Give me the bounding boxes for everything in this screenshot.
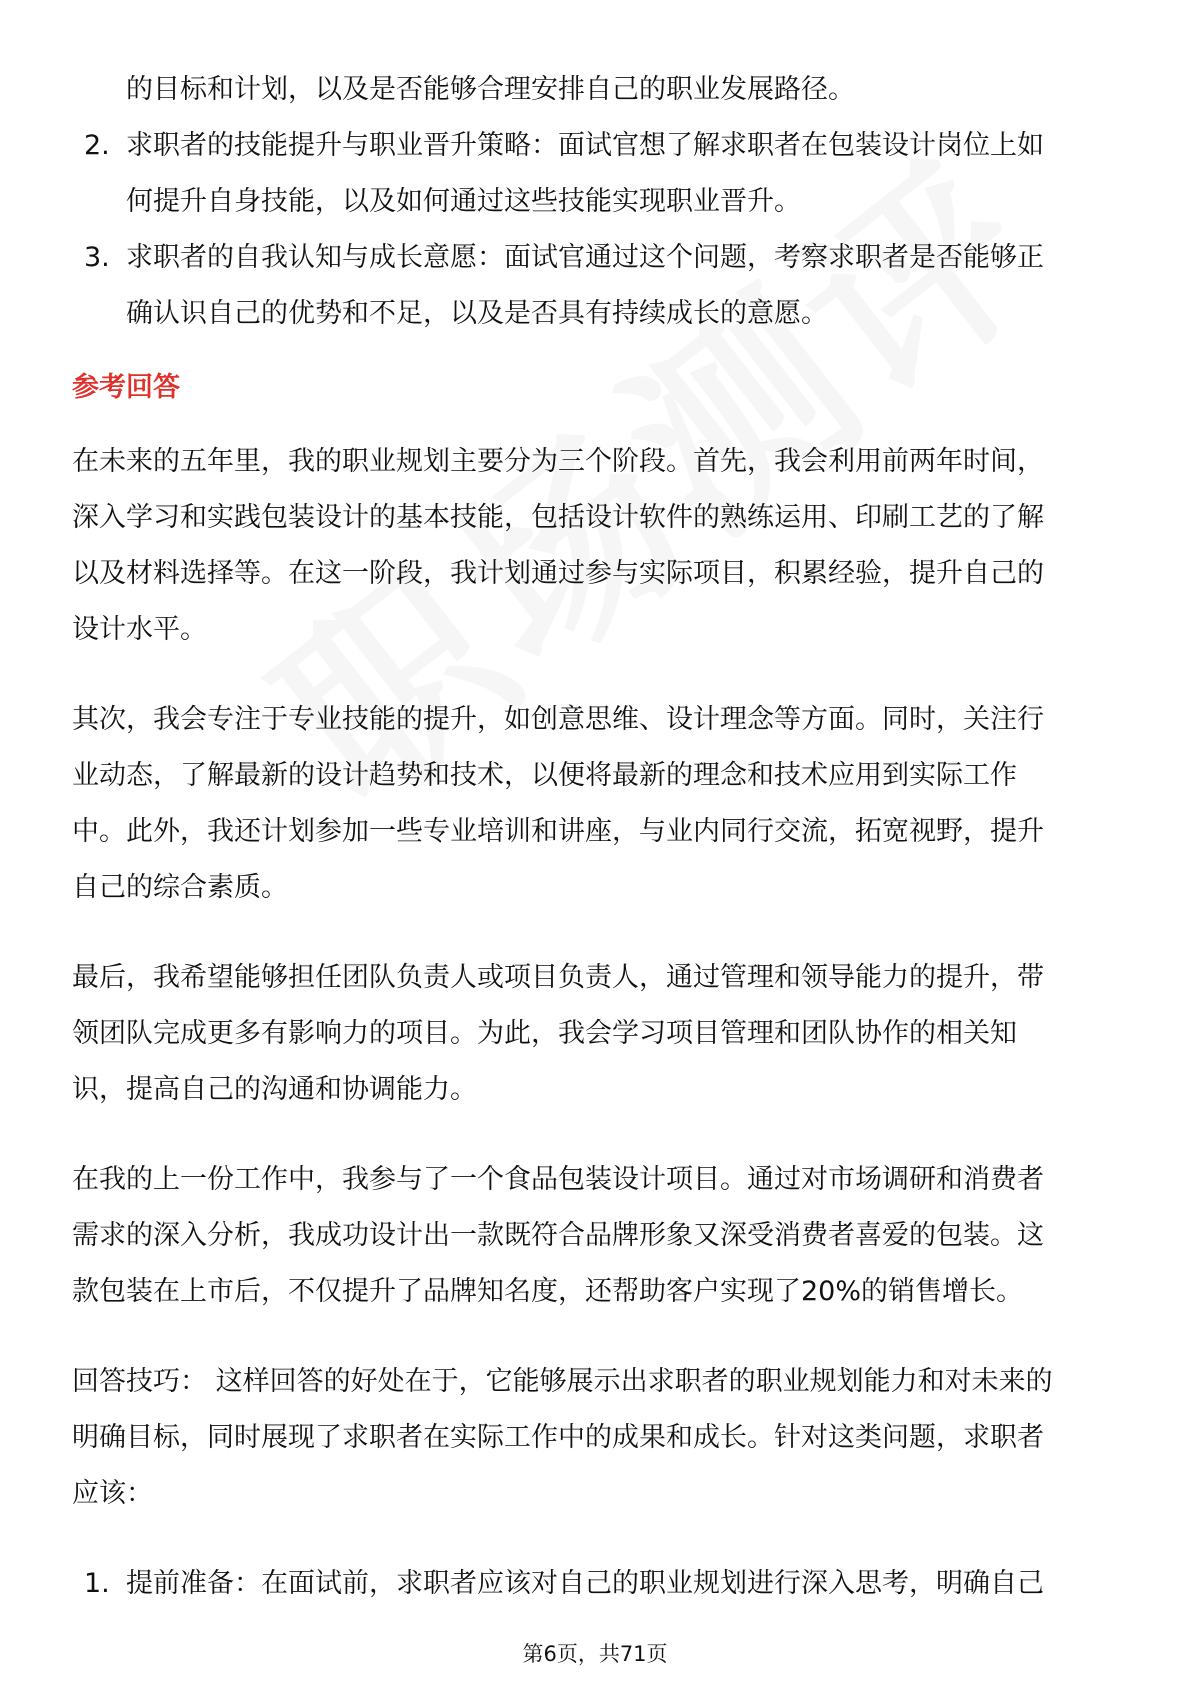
paragraph-line: 需求的深入分析，我成功设计出一款既符合品牌形象又深受消费者喜爱的包装。这 <box>72 1220 1044 1251</box>
paragraph-line: 应该： <box>72 1478 153 1509</box>
section-heading: 参考回答 <box>72 372 180 403</box>
paragraph-line: 领团队完成更多有影响力的项目。为此，我会学习项目管理和团队协作的相关知 <box>72 1018 1017 1049</box>
paragraph <box>72 434 1122 658</box>
list-number: 2. <box>84 130 110 161</box>
list-item-text: 提前准备：在面试前，求职者应该对自己的职业规划进行深入思考，明确自己 <box>126 1568 1044 1599</box>
paragraph-line: 识，提高自己的沟通和协调能力。 <box>72 1074 477 1105</box>
list-item-text: 确认识自己的优势和不足，以及是否具有持续成长的意愿。 <box>126 298 828 329</box>
paragraph-line: 业动态，了解最新的设计趋势和技术，以便将最新的理念和技术应用到实际工作 <box>72 760 1017 791</box>
list-item-text: 何提升自身技能，以及如何通过这些技能实现职业晋升。 <box>126 186 801 217</box>
list-item-text: 的目标和计划，以及是否能够合理安排自己的职业发展路径。 <box>126 74 855 105</box>
paragraph-line: 自己的综合素质。 <box>72 872 288 903</box>
paragraph-line: 其次，我会专注于专业技能的提升，如创意思维、设计理念等方面。同时，关注行 <box>72 704 1044 735</box>
paragraph-line: 明确目标，同时展现了求职者在实际工作中的成果和成长。针对这类问题，求职者 <box>72 1422 1044 1453</box>
list-number: 3. <box>84 242 110 273</box>
paragraph-line: 款包装在上市后，不仅提升了品牌知名度，还帮助客户实现了20%的销售增长。 <box>72 1276 1024 1307</box>
paragraph <box>72 1152 1122 1320</box>
list-item-text: 求职者的技能提升与职业晋升策略：面试官想了解求职者在包装设计岗位上如 <box>126 130 1044 161</box>
paragraph-line: 中。此外，我还计划参加一些专业培训和讲座，与业内同行交流，拓宽视野，提升 <box>72 816 1044 847</box>
list-item <box>72 118 1122 230</box>
paragraph-line: 深入学习和实践包装设计的基本技能，包括设计软件的熟练运用、印刷工艺的了解 <box>72 502 1044 533</box>
paragraph-line: 在我的上一份工作中，我参与了一个食品包装设计项目。通过对市场调研和消费者 <box>72 1164 1044 1195</box>
paragraph-line: 在未来的五年里，我的职业规划主要分为三个阶段。首先，我会利用前两年时间， <box>72 446 1044 477</box>
paragraph <box>72 1354 1122 1522</box>
paragraph-line: 以及材料选择等。在这一阶段，我计划通过参与实际项目，积累经验，提升自己的 <box>72 558 1044 589</box>
paragraph <box>72 950 1122 1118</box>
paragraph <box>72 692 1122 916</box>
page-number: 第6页，共71页 <box>522 1642 668 1666</box>
paragraph-line: 回答技巧： 这样回答的好处在于，它能够展示出求职者的职业规划能力和对未来的 <box>72 1366 1053 1397</box>
list-item <box>72 230 1122 342</box>
paragraph-line: 设计水平。 <box>72 614 207 645</box>
page-content <box>72 62 1122 1612</box>
list-item <box>72 1556 1122 1612</box>
list-item-continuation <box>72 62 1122 118</box>
paragraph-line: 最后，我希望能够担任团队负责人或项目负责人，通过管理和领导能力的提升，带 <box>72 962 1044 993</box>
list-number: 1. <box>84 1568 110 1599</box>
list-item-text: 求职者的自我认知与成长意愿：面试官通过这个问题，考察求职者是否能够正 <box>126 242 1044 273</box>
